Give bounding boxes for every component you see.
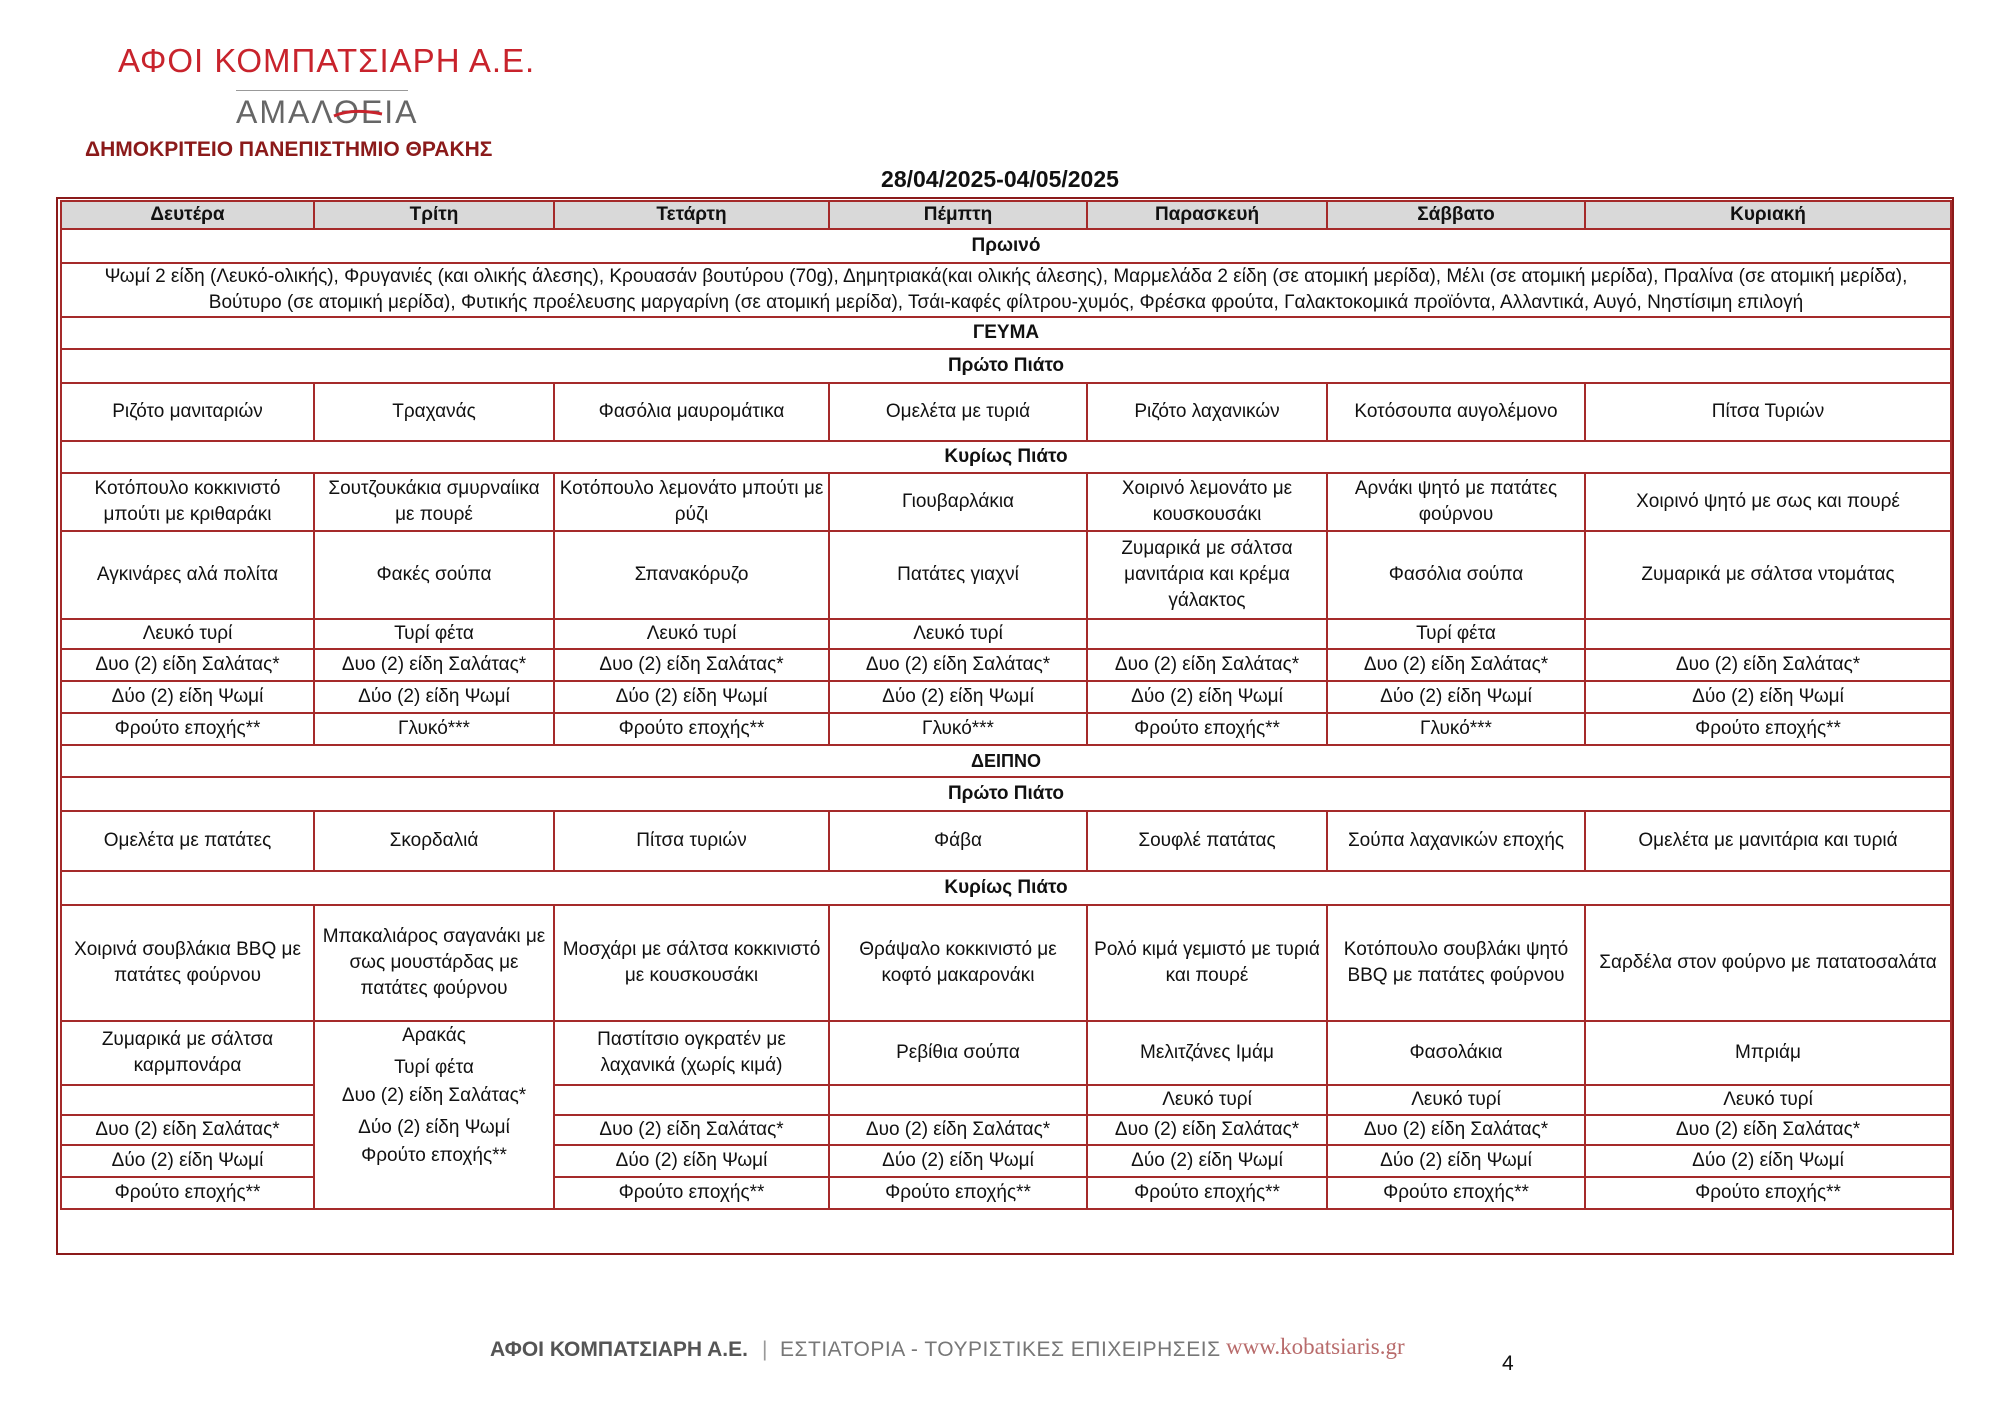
menu-cell: Δυο (2) είδη Σαλάτας* xyxy=(1087,1115,1327,1145)
menu-cell xyxy=(829,1085,1087,1115)
menu-cell: Ομελέτα με τυριά xyxy=(829,383,1087,441)
footer-services: ΕΣΤΙΑΤΟΡΙΑ - ΤΟΥΡΙΣΤΙΚΕΣ ΕΠΙΧΕΙΡΗΣΕΙΣ xyxy=(780,1338,1221,1361)
lunch-first-title-row xyxy=(61,349,1951,383)
dinner-first-row xyxy=(61,811,1951,871)
lunch-main-course-title: Κυρίως Πιάτο xyxy=(61,441,1951,473)
dinner-alt-row xyxy=(61,1021,1951,1085)
menu-cell: Φρούτο εποχής** xyxy=(554,1177,829,1209)
menu-cell: Δυο (2) είδη Σαλάτας* xyxy=(1585,649,1951,681)
menu-cell: Παστίτσιο ογκρατέν με λαχανικά (χωρίς κιμά) xyxy=(554,1021,829,1085)
day-header: Πέμπτη xyxy=(829,201,1087,229)
page-number: 4 xyxy=(1502,1352,1514,1375)
menu-cell: Δυο (2) είδη Σαλάτας* xyxy=(61,1115,314,1145)
menu-cell: Ριζότο μανιταριών xyxy=(61,383,314,441)
lunch-dessert-row xyxy=(61,713,1951,745)
menu-cell: Τυρί φέτα xyxy=(1327,619,1585,649)
menu-cell: Φασολάκια xyxy=(1327,1021,1585,1085)
menu-cell: Ρολό κιμά γεμιστό με τυριά και πουρέ xyxy=(1087,905,1327,1021)
menu-cell: Κοτόπουλο λεμονάτο μπούτι με ρύζι xyxy=(554,473,829,531)
menu-cell xyxy=(1087,619,1327,649)
day-header: Τρίτη xyxy=(314,201,554,229)
day-header: Τετάρτη xyxy=(554,201,829,229)
logo-swash-icon xyxy=(332,106,384,124)
menu-cell: Φρούτο εποχής** xyxy=(1585,713,1951,745)
menu-cell: Φακές σούπα xyxy=(314,531,554,619)
menu-cell: Σουτζουκάκια σμυρναίικα με πουρέ xyxy=(314,473,554,531)
menu-cell: Ζυμαρικά με σάλτσα καρμπονάρα xyxy=(61,1021,314,1085)
menu-cell: Φρούτο εποχής** xyxy=(554,713,829,745)
menu-cell: Λευκό τυρί xyxy=(1327,1085,1585,1115)
day-header: Δευτέρα xyxy=(61,201,314,229)
menu-cell: Δύο (2) είδη Ψωμί xyxy=(1087,681,1327,713)
menu-cell: Δύο (2) είδη Ψωμί xyxy=(829,681,1087,713)
footer-separator: | xyxy=(762,1338,768,1361)
lunch-title: ΓΕΥΜΑ xyxy=(61,317,1951,349)
menu-cell: Αγκινάρες αλά πολίτα xyxy=(61,531,314,619)
menu-cell: Δύο (2) είδη Ψωμί xyxy=(314,681,554,713)
menu-cell: Φασόλια μαυρομάτικα xyxy=(554,383,829,441)
menu-cell: Μπακαλιάρος σαγανάκι με σως μουστάρδας με πατάτες φούρνου xyxy=(314,905,554,1021)
menu-cell: Φρούτο εποχής** xyxy=(1585,1177,1951,1209)
lunch-main-row xyxy=(61,473,1951,531)
week-date-range: 28/04/2025-04/05/2025 xyxy=(881,166,1119,192)
dinner-first-course-title: Πρώτο Πιάτο xyxy=(61,777,1951,811)
menu-cell: Ζυμαρικά με σάλτσα μανιτάρια και κρέμα γάλακτος xyxy=(1087,531,1327,619)
breakfast-title: Πρωινό xyxy=(61,229,1951,263)
menu-cell: Μοσχάρι με σάλτσα κοκκινιστό με κουσκουσάκι xyxy=(554,905,829,1021)
menu-cell xyxy=(1585,619,1951,649)
footer-website-link[interactable]: www.kobatsiaris.gr xyxy=(1226,1334,1405,1359)
menu-cell: Θράψαλο κοκκινιστό με κοφτό μακαρονάκι xyxy=(829,905,1087,1021)
logo-divider xyxy=(236,90,408,91)
logo-brand-name: ΑΜΑΛΘΕΙΑ xyxy=(236,94,419,130)
menu-cell: Αρνάκι ψητό με πατάτες φούρνου xyxy=(1327,473,1585,531)
menu-cell: Γλυκό*** xyxy=(1327,713,1585,745)
menu-cell: Δύο (2) είδη Ψωμί xyxy=(554,681,829,713)
menu-cell: Δύο (2) είδη Ψωμί xyxy=(1327,1145,1585,1177)
menu-cell: Τυρί φέτα xyxy=(314,619,554,649)
menu-cell: Δυο (2) είδη Σαλάτας* xyxy=(61,649,314,681)
menu-cell: Σκορδαλιά xyxy=(314,811,554,871)
menu-cell: Κοτόπουλο σουβλάκι ψητό BBQ με πατάτες φούρνου xyxy=(1327,905,1585,1021)
menu-cell: Γλυκό*** xyxy=(829,713,1087,745)
menu-cell: Μπριάμ xyxy=(1585,1021,1951,1085)
menu-cell: Δυο (2) είδη Σαλάτας* xyxy=(1327,649,1585,681)
lunch-first-course-title: Πρώτο Πιάτο xyxy=(61,349,1951,383)
stack-item: Τυρί φέτα xyxy=(394,1057,474,1078)
menu-cell: Κοτόπουλο κοκκινιστό μπούτι με κριθαράκι xyxy=(61,473,314,531)
menu-cell: Λευκό τυρί xyxy=(554,619,829,649)
dinner-title: ΔΕΙΠΝΟ xyxy=(61,745,1951,777)
dinner-main-title-row xyxy=(61,871,1951,905)
menu-cell: Δύο (2) είδη Ψωμί xyxy=(1327,681,1585,713)
menu-cell: Φρούτο εποχής** xyxy=(61,713,314,745)
stack-item: Δύο (2) είδη Ψωμί xyxy=(358,1117,510,1138)
lunch-main-title-row xyxy=(61,441,1951,473)
stack-item: Φρούτο εποχής** xyxy=(361,1145,507,1166)
menu-cell: Γλυκό*** xyxy=(314,713,554,745)
menu-cell: Λευκό τυρί xyxy=(1585,1085,1951,1115)
lunch-title-row xyxy=(61,317,1951,349)
lunch-cheese-row xyxy=(61,619,1951,649)
stack-item: Αρακάς xyxy=(402,1025,466,1046)
day-header: Κυριακή xyxy=(1585,201,1951,229)
menu-cell: Δύο (2) είδη Ψωμί xyxy=(61,681,314,713)
dinner-first-title-row xyxy=(61,777,1951,811)
dinner-main-course-title: Κυρίως Πιάτο xyxy=(61,871,1951,905)
menu-cell: Δύο (2) είδη Ψωμί xyxy=(61,1145,314,1177)
tuesday-dinner-extras xyxy=(314,1021,554,1209)
menu-cell: Φρούτο εποχής** xyxy=(1087,713,1327,745)
menu-cell: Σαρδέλα στον φούρνο με πατατοσαλάτα xyxy=(1585,905,1951,1021)
lunch-first-row xyxy=(61,383,1951,441)
menu-cell: Φάβα xyxy=(829,811,1087,871)
menu-cell: Δύο (2) είδη Ψωμί xyxy=(554,1145,829,1177)
breakfast-row xyxy=(61,263,1951,317)
menu-cell: Ρεβίθια σούπα xyxy=(829,1021,1087,1085)
menu-cell: Δυο (2) είδη Σαλάτας* xyxy=(829,649,1087,681)
menu-cell: Δυο (2) είδη Σαλάτας* xyxy=(1327,1115,1585,1145)
lunch-bread-row xyxy=(61,681,1951,713)
menu-cell: Χοιρινό λεμονάτο με κουσκουσάκι xyxy=(1087,473,1327,531)
menu-cell: Δύο (2) είδη Ψωμί xyxy=(829,1145,1087,1177)
stack-item: Δυο (2) είδη Σαλάτας* xyxy=(341,1085,527,1106)
menu-cell: Φρούτο εποχής** xyxy=(1087,1177,1327,1209)
day-header: Παρασκευή xyxy=(1087,201,1327,229)
menu-cell: Δύο (2) είδη Ψωμί xyxy=(1585,681,1951,713)
dinner-main-row xyxy=(61,905,1951,1021)
menu-cell: Σπανακόρυζο xyxy=(554,531,829,619)
day-header: Σάββατο xyxy=(1327,201,1585,229)
day-header-row xyxy=(61,201,1951,229)
menu-cell: Ομελέτα με μανιτάρια και τυριά xyxy=(1585,811,1951,871)
menu-cell: Φρούτο εποχής** xyxy=(61,1177,314,1209)
weekly-menu-table xyxy=(60,200,1952,1210)
breakfast-title-row xyxy=(61,229,1951,263)
tuesday-dinner-stack xyxy=(319,1022,549,1170)
menu-cell xyxy=(554,1085,829,1115)
breakfast-items: Ψωμί 2 είδη (Λευκό-ολικής), Φρυγανιές (και ολικής άλεσης), Κρουασάν βουτύρου (70g), Δημητριακά(και ολικής άλεσης), Μαρμελάδα 2 είδη (σε ατομική μερίδα), Μέλι (σε ατομική μερίδα), Πραλίνα (σε ατομική μερίδα), Βούτυρο (σε ατομική μερίδα), Φυτικής προέλευσης μαργαρίνη (σε ατομική μερίδα), Τσάι-καφές φίλτρου-χυμός, Φρέσκα φρούτα, Γαλακτοκομικά προϊόντα, Αλλαντικά, Αυγό, Νηστίσιμη επιλογή xyxy=(61,263,1951,317)
menu-cell: Τραχανάς xyxy=(314,383,554,441)
menu-cell xyxy=(61,1085,314,1115)
menu-cell: Πίτσα Τυριών xyxy=(1585,383,1951,441)
menu-cell: Ζυμαρικά με σάλτσα ντομάτας xyxy=(1585,531,1951,619)
menu-cell: Φρούτο εποχής** xyxy=(829,1177,1087,1209)
menu-cell: Δυο (2) είδη Σαλάτας* xyxy=(829,1115,1087,1145)
menu-cell: Λευκό τυρί xyxy=(1087,1085,1327,1115)
menu-cell: Γιουβαρλάκια xyxy=(829,473,1087,531)
menu-cell: Φρούτο εποχής** xyxy=(1327,1177,1585,1209)
menu-cell: Χοιρινό ψητό με σως και πουρέ xyxy=(1585,473,1951,531)
menu-cell: Δύο (2) είδη Ψωμί xyxy=(1087,1145,1327,1177)
menu-cell: Δυο (2) είδη Σαλάτας* xyxy=(554,649,829,681)
menu-cell: Φασόλια σούπα xyxy=(1327,531,1585,619)
menu-cell: Δυο (2) είδη Σαλάτας* xyxy=(554,1115,829,1145)
footer-company-name: ΑΦΟΙ ΚΟΜΠΑΤΣΙΑΡΗ Α.Ε. xyxy=(490,1338,748,1361)
menu-cell: Λευκό τυρί xyxy=(829,619,1087,649)
menu-cell: Κοτόσουπα αυγολέμονο xyxy=(1327,383,1585,441)
menu-cell: Δύο (2) είδη Ψωμί xyxy=(1585,1145,1951,1177)
menu-cell: Δυο (2) είδη Σαλάτας* xyxy=(314,649,554,681)
university-title: ΔΗΜΟΚΡΙΤΕΙΟ ΠΑΝΕΠΙΣΤΗΜΙΟ ΘΡΑΚΗΣ xyxy=(85,138,493,161)
menu-cell: Πίτσα τυριών xyxy=(554,811,829,871)
menu-cell: Λευκό τυρί xyxy=(61,619,314,649)
menu-cell: Δυο (2) είδη Σαλάτας* xyxy=(1087,649,1327,681)
menu-cell: Πατάτες γιαχνί xyxy=(829,531,1087,619)
menu-cell: Δυο (2) είδη Σαλάτας* xyxy=(1585,1115,1951,1145)
menu-cell: Χοιρινά σουβλάκια BBQ με πατάτες φούρνου xyxy=(61,905,314,1021)
logo-company-name: ΑΦΟΙ ΚΟΜΠΑΤΣΙΑΡΗ Α.Ε. xyxy=(118,42,536,79)
menu-cell: Σούπα λαχανικών εποχής xyxy=(1327,811,1585,871)
lunch-alt-row xyxy=(61,531,1951,619)
menu-cell: Ομελέτα με πατάτες xyxy=(61,811,314,871)
menu-cell: Μελιτζάνες Ιμάμ xyxy=(1087,1021,1327,1085)
menu-cell: Ριζότο λαχανικών xyxy=(1087,383,1327,441)
dinner-title-row xyxy=(61,745,1951,777)
menu-cell: Σουφλέ πατάτας xyxy=(1087,811,1327,871)
lunch-salad-row xyxy=(61,649,1951,681)
